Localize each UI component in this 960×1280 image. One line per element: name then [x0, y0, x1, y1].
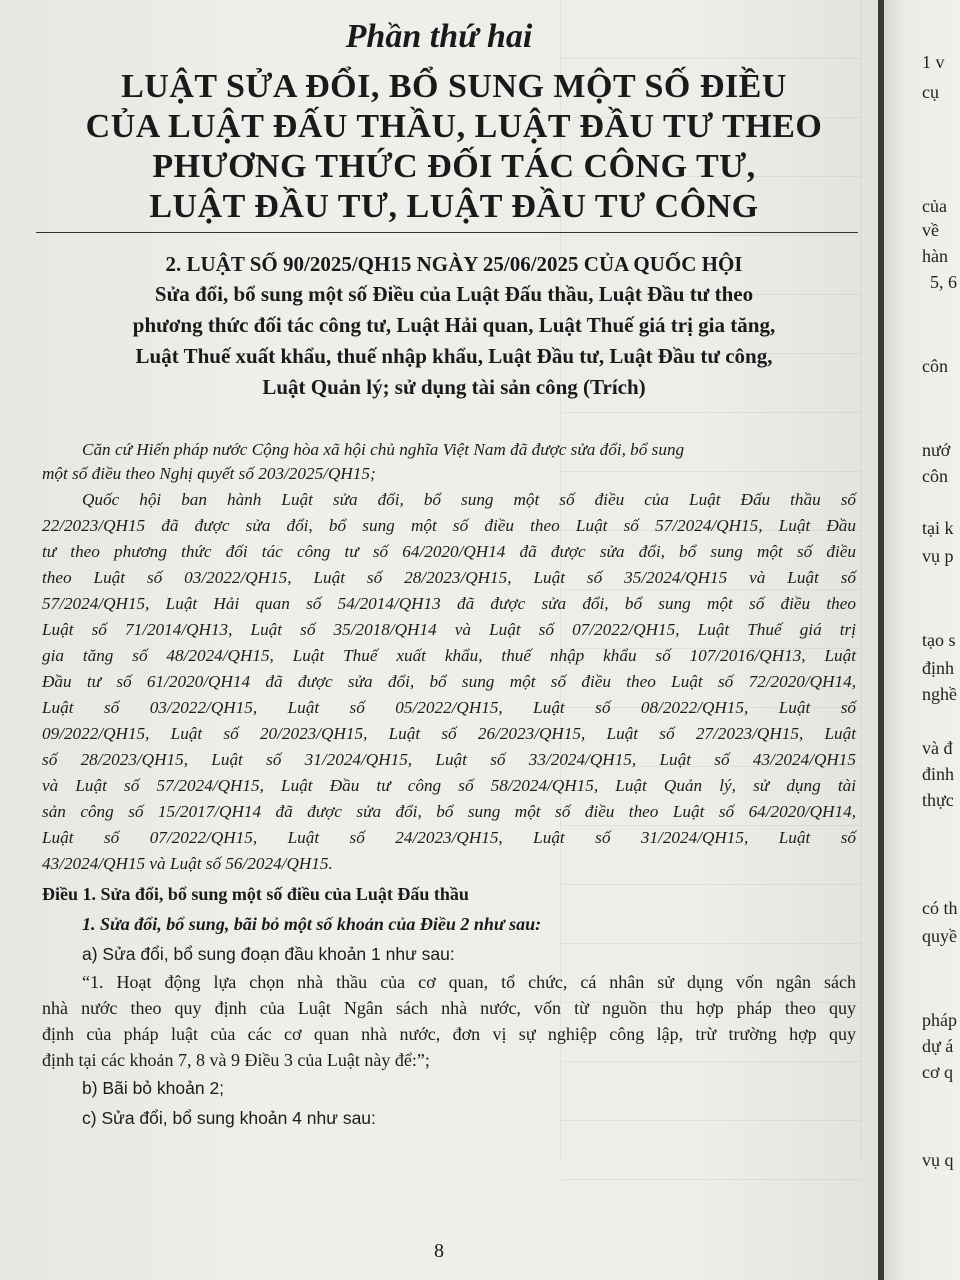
right-page-fragment: về — [922, 220, 939, 240]
right-page-fragment: tạo s — [922, 630, 956, 650]
quote-line: “1. Hoạt động lựa chọn nhà thầu của cơ quan, tổ chức, cá nhân sử dụng vốn ngân sách — [82, 972, 856, 992]
right-page-fragment: nướ — [922, 440, 951, 460]
right-page-fragment: định — [922, 658, 955, 678]
preamble-line: 57/2024/QH15, Luật Hải quan số 54/2014/QH13 đã được sửa đổi, bổ sung một số điều theo — [42, 594, 856, 613]
preamble-line: một số điều theo Nghị quyết số 203/2025/QH15; — [42, 464, 376, 483]
right-page-fragment: 5, 6 — [930, 272, 957, 292]
item-a: a) Sửa đổi, bổ sung đoạn đầu khoản 1 như sau: — [82, 944, 455, 964]
right-page-fragment: cơ q — [922, 1062, 954, 1082]
part-title: Phần thứ hai — [345, 18, 533, 55]
article-1-title: Điều 1. Sửa đổi, bổ sung một số điều của Luật Đấu thầu — [42, 884, 469, 904]
right-page-fragment: vụ p — [922, 546, 954, 566]
title-divider — [36, 232, 858, 233]
right-page-fragment: dự á — [922, 1036, 954, 1056]
right-page-fragment: đinh — [922, 764, 955, 784]
quote-line: định tại các khoản 7, 8 và 9 Điều 3 của Luật này để:”; — [42, 1050, 430, 1070]
right-page-fragment: côn — [922, 466, 948, 486]
right-page-fragment: tại k — [922, 518, 954, 538]
preamble-line: tư theo phương thức đối tác công tư số 64/2020/QH14 đã được sửa đổi, bổ sung một số điều — [42, 542, 856, 561]
preamble-line: 22/2023/QH15 đã được sửa đổi, bổ sung một số điều theo Luật số 57/2024/QH15, Luật Đầu — [42, 516, 856, 535]
right-page-fragment: thực — [922, 790, 954, 810]
right-page-fragment: vụ q — [922, 1150, 954, 1170]
right-page-fragment: có th — [922, 898, 958, 918]
preamble-line: sản công số 15/2017/QH14 đã được sửa đổi, bổ sung một số điều theo Luật số 64/2020/QH14, — [42, 802, 856, 821]
right-page — [884, 0, 960, 1280]
right-page-fragment: của — [922, 196, 947, 216]
section-subtitle-line: Luật Quản lý; sử dụng tài sản công (Trích) — [262, 375, 646, 399]
right-page-fragment: quyề — [922, 926, 957, 946]
section-subtitle-line: phương thức đối tác công tư, Luật Hải quan, Luật Thuế giá trị gia tăng, — [132, 313, 776, 337]
preamble-line: Luật số 07/2022/QH15, Luật số 24/2023/QH15, Luật số 31/2024/QH15, Luật số — [42, 828, 856, 847]
quote-line: định của pháp luật của các cơ quan nhà nước, đơn vị sự nghiệp công lập, trừ trường hợp quy — [42, 1024, 856, 1044]
preamble-line: số 28/2023/QH15, Luật số 31/2024/QH15, Luật số 33/2024/QH15, Luật số 43/2024/QH15 — [42, 750, 856, 769]
quote-line: nhà nước theo quy định của Luật Ngân sách nhà nước, vốn từ nguồn thu hợp pháp theo quy — [42, 998, 856, 1018]
preamble-line: Luật số 71/2014/QH13, Luật số 35/2018/QH14 và Luật số 07/2022/QH15, Luật Thuế giá trị — [42, 620, 856, 639]
right-page-fragment: nghề — [922, 684, 957, 704]
preamble-line: Luật số 03/2022/QH15, Luật số 05/2022/QH15, Luật số 08/2022/QH15, Luật số — [42, 698, 856, 717]
preamble-line: Đầu tư số 61/2020/QH14 đã được sửa đổi, bổ sung một số điều theo Luật số 72/2020/QH14, — [42, 672, 856, 691]
main-title-line: CỦA LUẬT ĐẤU THẦU, LUẬT ĐẦU TƯ THEO — [85, 108, 823, 145]
preamble-line: theo Luật số 03/2022/QH15, Luật số 28/2023/QH15, Luật số 35/2024/QH15 và Luật số — [42, 568, 856, 587]
right-page-fragment: pháp — [922, 1010, 957, 1030]
main-title-line: LUẬT SỬA ĐỔI, BỔ SUNG MỘT SỐ ĐIỀU — [121, 68, 787, 105]
item-b: b) Bãi bỏ khoản 2; — [82, 1078, 225, 1098]
preamble-line: gia tăng số 48/2024/QH15, Luật Thuế xuất khẩu, thuế nhập khẩu số 107/2016/QH13, Luật — [42, 646, 856, 665]
section-subtitle-line: Sửa đổi, bổ sung một số Điều của Luật Đấu thầu, Luật Đầu tư theo — [154, 282, 754, 306]
right-page-fragment: hàn — [922, 246, 948, 266]
preamble-line: và Luật số 57/2024/QH15, Luật Đầu tư công số 58/2024/QH15, Luật Quản lý, sử dụng tài — [42, 776, 856, 795]
page-number: 8 — [434, 1240, 444, 1262]
right-page-fragment: cụ — [922, 82, 939, 102]
right-page-fragment: côn — [922, 356, 948, 376]
preamble-line: 43/2024/QH15 và Luật số 56/2024/QH15. — [42, 854, 333, 873]
clause-1-title: 1. Sửa đổi, bổ sung, bãi bỏ một số khoản của Điều 2 như sau: — [82, 914, 542, 934]
preamble-line: Quốc hội ban hành Luật sửa đổi, bổ sung một số điều của Luật Đấu thầu số — [82, 490, 856, 509]
preamble-line: 09/2022/QH15, Luật số 20/2023/QH15, Luật số 26/2023/QH15, Luật số 27/2023/QH15, Luật — [42, 724, 856, 743]
main-title-line: PHƯƠNG THỨC ĐỐI TÁC CÔNG TƯ, — [152, 148, 756, 185]
right-page-fragment: và đ — [922, 738, 953, 758]
main-title-line: LUẬT ĐẦU TƯ, LUẬT ĐẦU TƯ CÔNG — [149, 188, 759, 225]
item-c: c) Sửa đổi, bổ sung khoản 4 như sau: — [82, 1108, 376, 1128]
preamble-line: Căn cứ Hiến pháp nước Cộng hòa xã hội chủ nghĩa Việt Nam đã được sửa đổi, bổ sung — [82, 440, 685, 459]
section-subtitle-line: Luật Thuế xuất khẩu, thuế nhập khẩu, Luật Đầu tư, Luật Đầu tư công, — [135, 344, 773, 368]
section-heading: 2. LUẬT SỐ 90/2025/QH15 NGÀY 25/06/2025 CỦA QUỐC HỘI — [165, 252, 743, 276]
right-page-fragment: 1 v — [922, 52, 945, 72]
